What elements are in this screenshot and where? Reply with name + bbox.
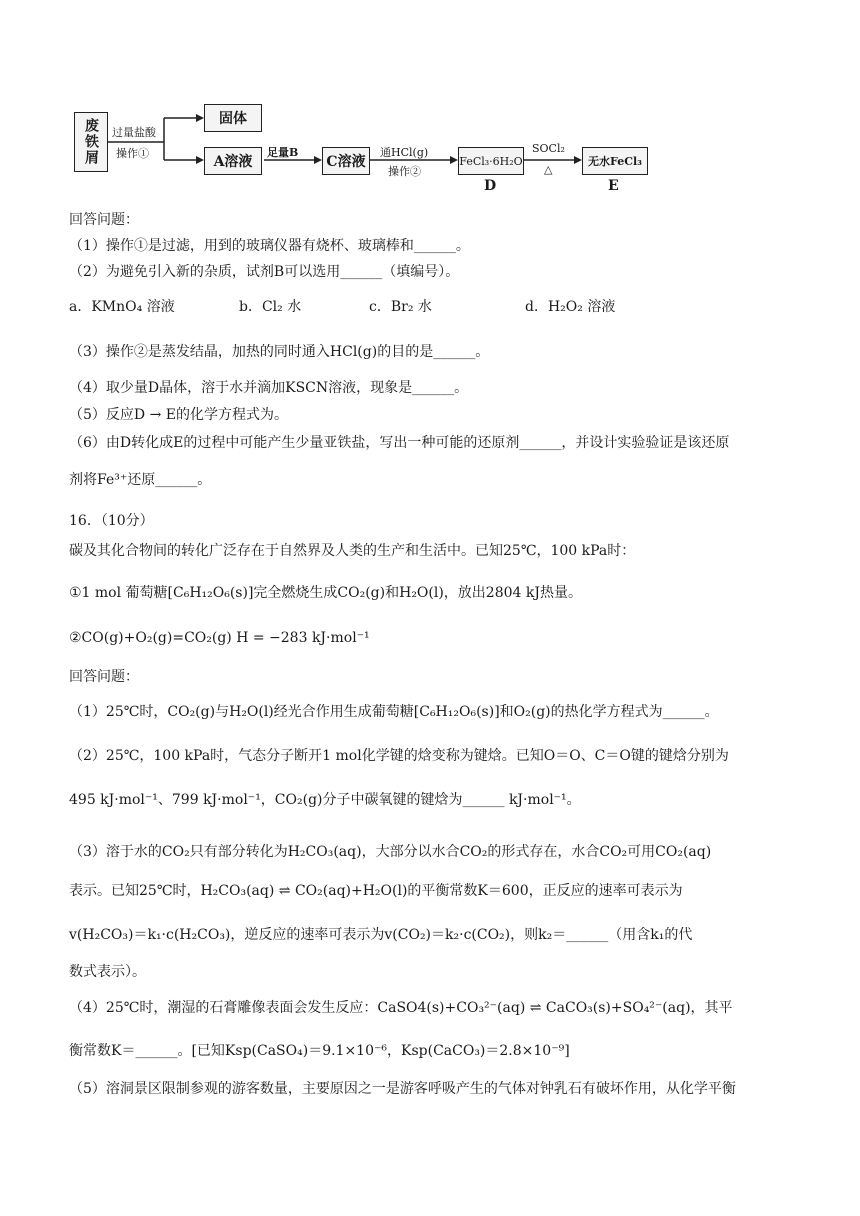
q16-part3-line2: 表示。已知25℃时，H₂CO₃(aq) ⇌ CO₂(aq)+H₂O(l)的平衡常数K＝600，正反应的速率可表示为 <box>69 883 683 899</box>
q16-part1: （1）25℃时，CO₂(g)与H₂O(l)经光合作用生成葡萄糖[C₆H₁₂O₆(s)]和O₂(g)的热化学方程式为______。 <box>69 704 719 720</box>
option-d: d．H₂O₂ 溶液 <box>525 299 616 315</box>
q15-part5: （5）反应D → E的化学方程式为。 <box>69 407 288 423</box>
answer-heading: 回答问题： <box>69 212 139 228</box>
flow-box-solution-a: A溶液 <box>204 147 262 175</box>
q16-part3-line3: v(H₂CO₃)＝k₁·c(H₂CO₃)，逆反应的速率可表示为v(CO₂)＝k₂·c(CO₂)，则k₂＝______（用含k₁的代 <box>69 927 693 943</box>
flow-box-product-d: FeCl₃·6H₂O <box>458 147 524 175</box>
q16-part2-line1: （2）25℃，100 kPa时，气态分子断开1 mol化学键的焓变称为键焓。已知O＝O、C＝O键的键焓分别为 <box>69 748 729 764</box>
arrow4-label-bottom: △ <box>544 163 553 176</box>
q16-part5: （5）溶洞景区限制参观的游客数量，主要原因之一是游客呼吸产生的气体对钟乳石有破坏作用，从化学平衡 <box>69 1081 736 1097</box>
q16-intro: 碳及其化合物间的转化广泛存在于自然界及人类的生产和生活中。已知25℃，100 kPa时： <box>69 543 636 559</box>
arrow3-label-top: 通HCl(g) <box>380 146 429 159</box>
arrow1-label-bottom: 操作① <box>116 147 149 160</box>
arrow3-label-bottom: 操作② <box>388 165 421 178</box>
flow-label-d: D <box>484 178 497 194</box>
q16-part3-line1: （3）溶于水的CO₂只有部分转化为H₂CO₃(aq)，大部分以水合CO₂的形式存在，水合CO₂可用CO₂(aq) <box>69 844 712 860</box>
flow-box-waste: 废铁屑 <box>74 112 108 172</box>
q16-answer-heading: 回答问题： <box>69 669 139 685</box>
arrow4-label-top: SOCl₂ <box>532 142 565 155</box>
arrow2-label-top: 足量B <box>267 146 299 159</box>
option-c: c．Br₂ 水 <box>369 299 432 315</box>
flow-box-solid: 固体 <box>204 104 262 132</box>
q16-part4-line2: 衡常数K＝______。[已知Ksp(CaSO₄)＝9.1×10⁻⁶，Ksp(CaCO₃)＝2.8×10⁻⁹] <box>69 1043 570 1059</box>
flow-box-product-e: 无水FeCl₃ <box>582 147 648 175</box>
q16-heading: 16．（10分） <box>69 513 154 529</box>
option-b: b．Cl₂ 水 <box>239 299 302 315</box>
q15-part6-line1: （6）由D转化成E的过程中可能产生少量亚铁盐，写出一种可能的还原剂______，并设计实验验证是该还原 <box>69 435 730 451</box>
arrow1-label-top: 过量盐酸 <box>112 126 156 139</box>
flow-label-e: E <box>608 178 619 194</box>
q16-part3-line4: 数式表示）。 <box>69 964 146 980</box>
process-flow-diagram <box>72 98 652 198</box>
option-a: a．KMnO₄ 溶液 <box>69 299 175 315</box>
q15-part3: （3）操作②是蒸发结晶，加热的同时通入HCl(g)的目的是______。 <box>69 344 490 360</box>
q16-part2-line2: 495 kJ·mol⁻¹、799 kJ·mol⁻¹，CO₂(g)分子中碳氧键的键焓为______ kJ·mol⁻¹。 <box>69 792 581 808</box>
q16-part4-line1: （4）25℃时，潮湿的石膏雕像表面会发生反应：CaSO4(s)+CO₃²⁻(aq) ⇌ CaCO₃(s)+SO₄²⁻(aq)，其平 <box>69 1000 733 1016</box>
q15-part2: （2）为避免引入新的杂质，试剂B可以选用______（填编号）。 <box>69 264 460 280</box>
q15-part1: （1）操作①是过滤，用到的玻璃仪器有烧杯、玻璃棒和______。 <box>69 238 470 254</box>
q16-condition-2: ②CO(g)+O₂(g)=CO₂(g) H = −283 kJ·mol⁻¹ <box>69 630 370 646</box>
q15-part4: （4）取少量D晶体，溶于水并滴加KSCN溶液，现象是______。 <box>69 380 469 396</box>
q16-condition-1: ①1 mol 葡萄糖[C₆H₁₂O₆(s)]完全燃烧生成CO₂(g)和H₂O(l)，放出2804 kJ热量。 <box>69 585 582 601</box>
flow-box-solution-c: C溶液 <box>322 147 370 175</box>
q15-part6-line2: 剂将Fe³⁺还原______。 <box>69 472 212 488</box>
